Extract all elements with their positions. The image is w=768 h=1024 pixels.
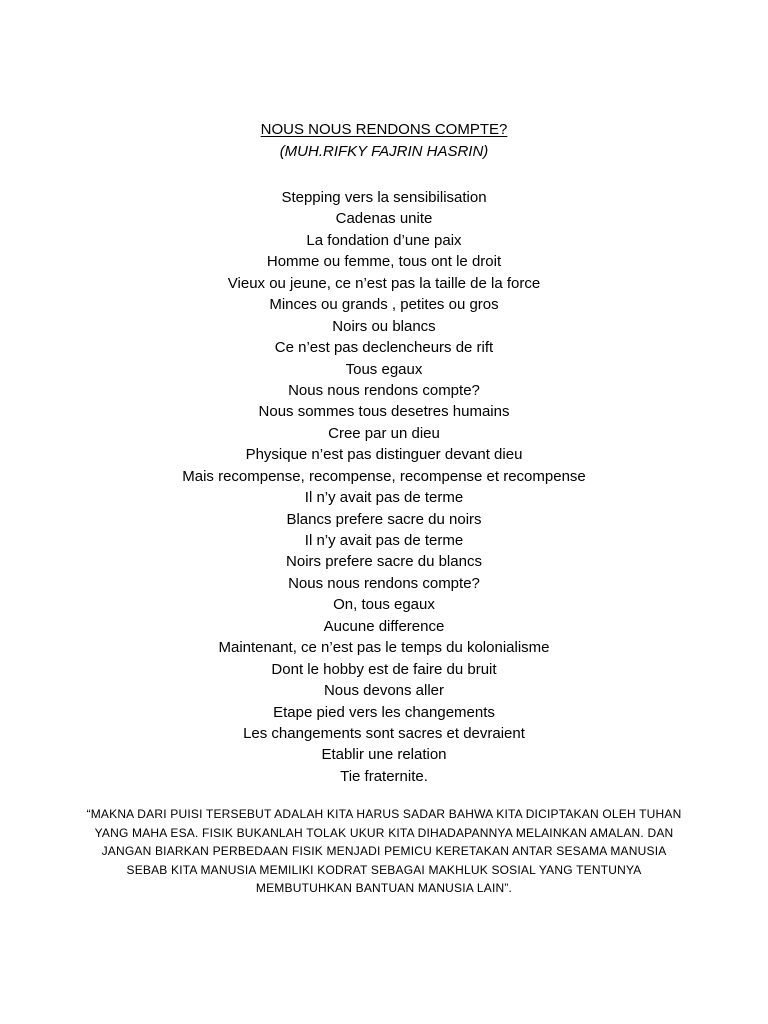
poem-body	[0, 187, 768, 787]
poem-line: Dont le hobby est de faire du bruit	[271, 660, 497, 678]
poem-line: Cree par un dieu	[328, 424, 440, 442]
poem-line: Tous egaux	[345, 360, 423, 378]
poem-line: Stepping vers la sensibilisation	[281, 189, 487, 206]
poem-author: (MUH.RIFKY FAJRIN HASRIN)	[279, 143, 489, 160]
poem-line: Minces ou grands , petites ou gros	[269, 296, 499, 314]
poem-line: Cadenas unite	[335, 210, 433, 228]
poem-line: Il n’y avait pas de terme	[304, 489, 464, 507]
poem-line: Homme ou femme, tous ont le droit	[266, 253, 502, 271]
poem-line: Noirs prefere sacre du blancs	[286, 553, 482, 571]
poem-line: Nous nous rendons compte?	[288, 574, 480, 592]
poem-title: NOUS NOUS RENDONS COMPTE?	[260, 121, 508, 138]
poem-line: Aucune difference	[323, 617, 445, 635]
poem-line: Les changements sont sacres et devraient	[243, 724, 525, 742]
poem-line: Nous devons aller	[323, 682, 445, 700]
poem-explanation: “MAKNA DARI PUISI TERSEBUT ADALAH KITA HARUS SADAR BAHWA KITA DICIPTAKAN OLEH TUHAN YANG MAHA ESA. FISIK BUKANLAH TOLAK UKUR KITA DIHADAPANNYA MELAINKAN AMALAN. DAN JANGAN BIARKAN PERBEDAAN FISIK MENJADI PEMICU KERETAKAN ANTAR SESAMA MANUSIA SEBAB KITA MANUSIA MEMILIKI KODRAT SEBAGAI MAKHLUK SOSIAL YANG TENTUNYA MEMBUTUHKAN BANTUAN MANUSIA LAIN”.	[86, 807, 682, 895]
poem-line: Nous nous rendons compte?	[288, 381, 480, 399]
poem-line: On, tous egaux	[333, 596, 435, 614]
poem-line: La fondation d’une paix	[306, 231, 462, 249]
poem-line: Il n’y avait pas de terme	[304, 532, 464, 549]
poem-line: Etape pied vers les changements	[273, 703, 495, 721]
poem-line: Tie fraternite.	[340, 767, 428, 785]
poem-line: Blancs prefere sacre du noirs	[286, 510, 482, 528]
poem-line: Vieux ou jeune, ce n’est pas la taille de la force	[227, 274, 541, 292]
poem-line: Ce n’est pas declencheurs de rift	[274, 339, 494, 357]
poem-line: Noirs ou blancs	[332, 317, 436, 335]
poem-line: Etablir une relation	[321, 746, 447, 764]
poem-line: Maintenant, ce n’est pas le temps du kolonialisme	[218, 639, 550, 657]
poem-line: Mais recompense, recompense, recompense et recompense	[182, 467, 586, 485]
poem-line: Nous sommes tous desetres humains	[258, 403, 510, 421]
poem-line: Physique n’est pas distinguer devant dieu	[245, 446, 523, 464]
